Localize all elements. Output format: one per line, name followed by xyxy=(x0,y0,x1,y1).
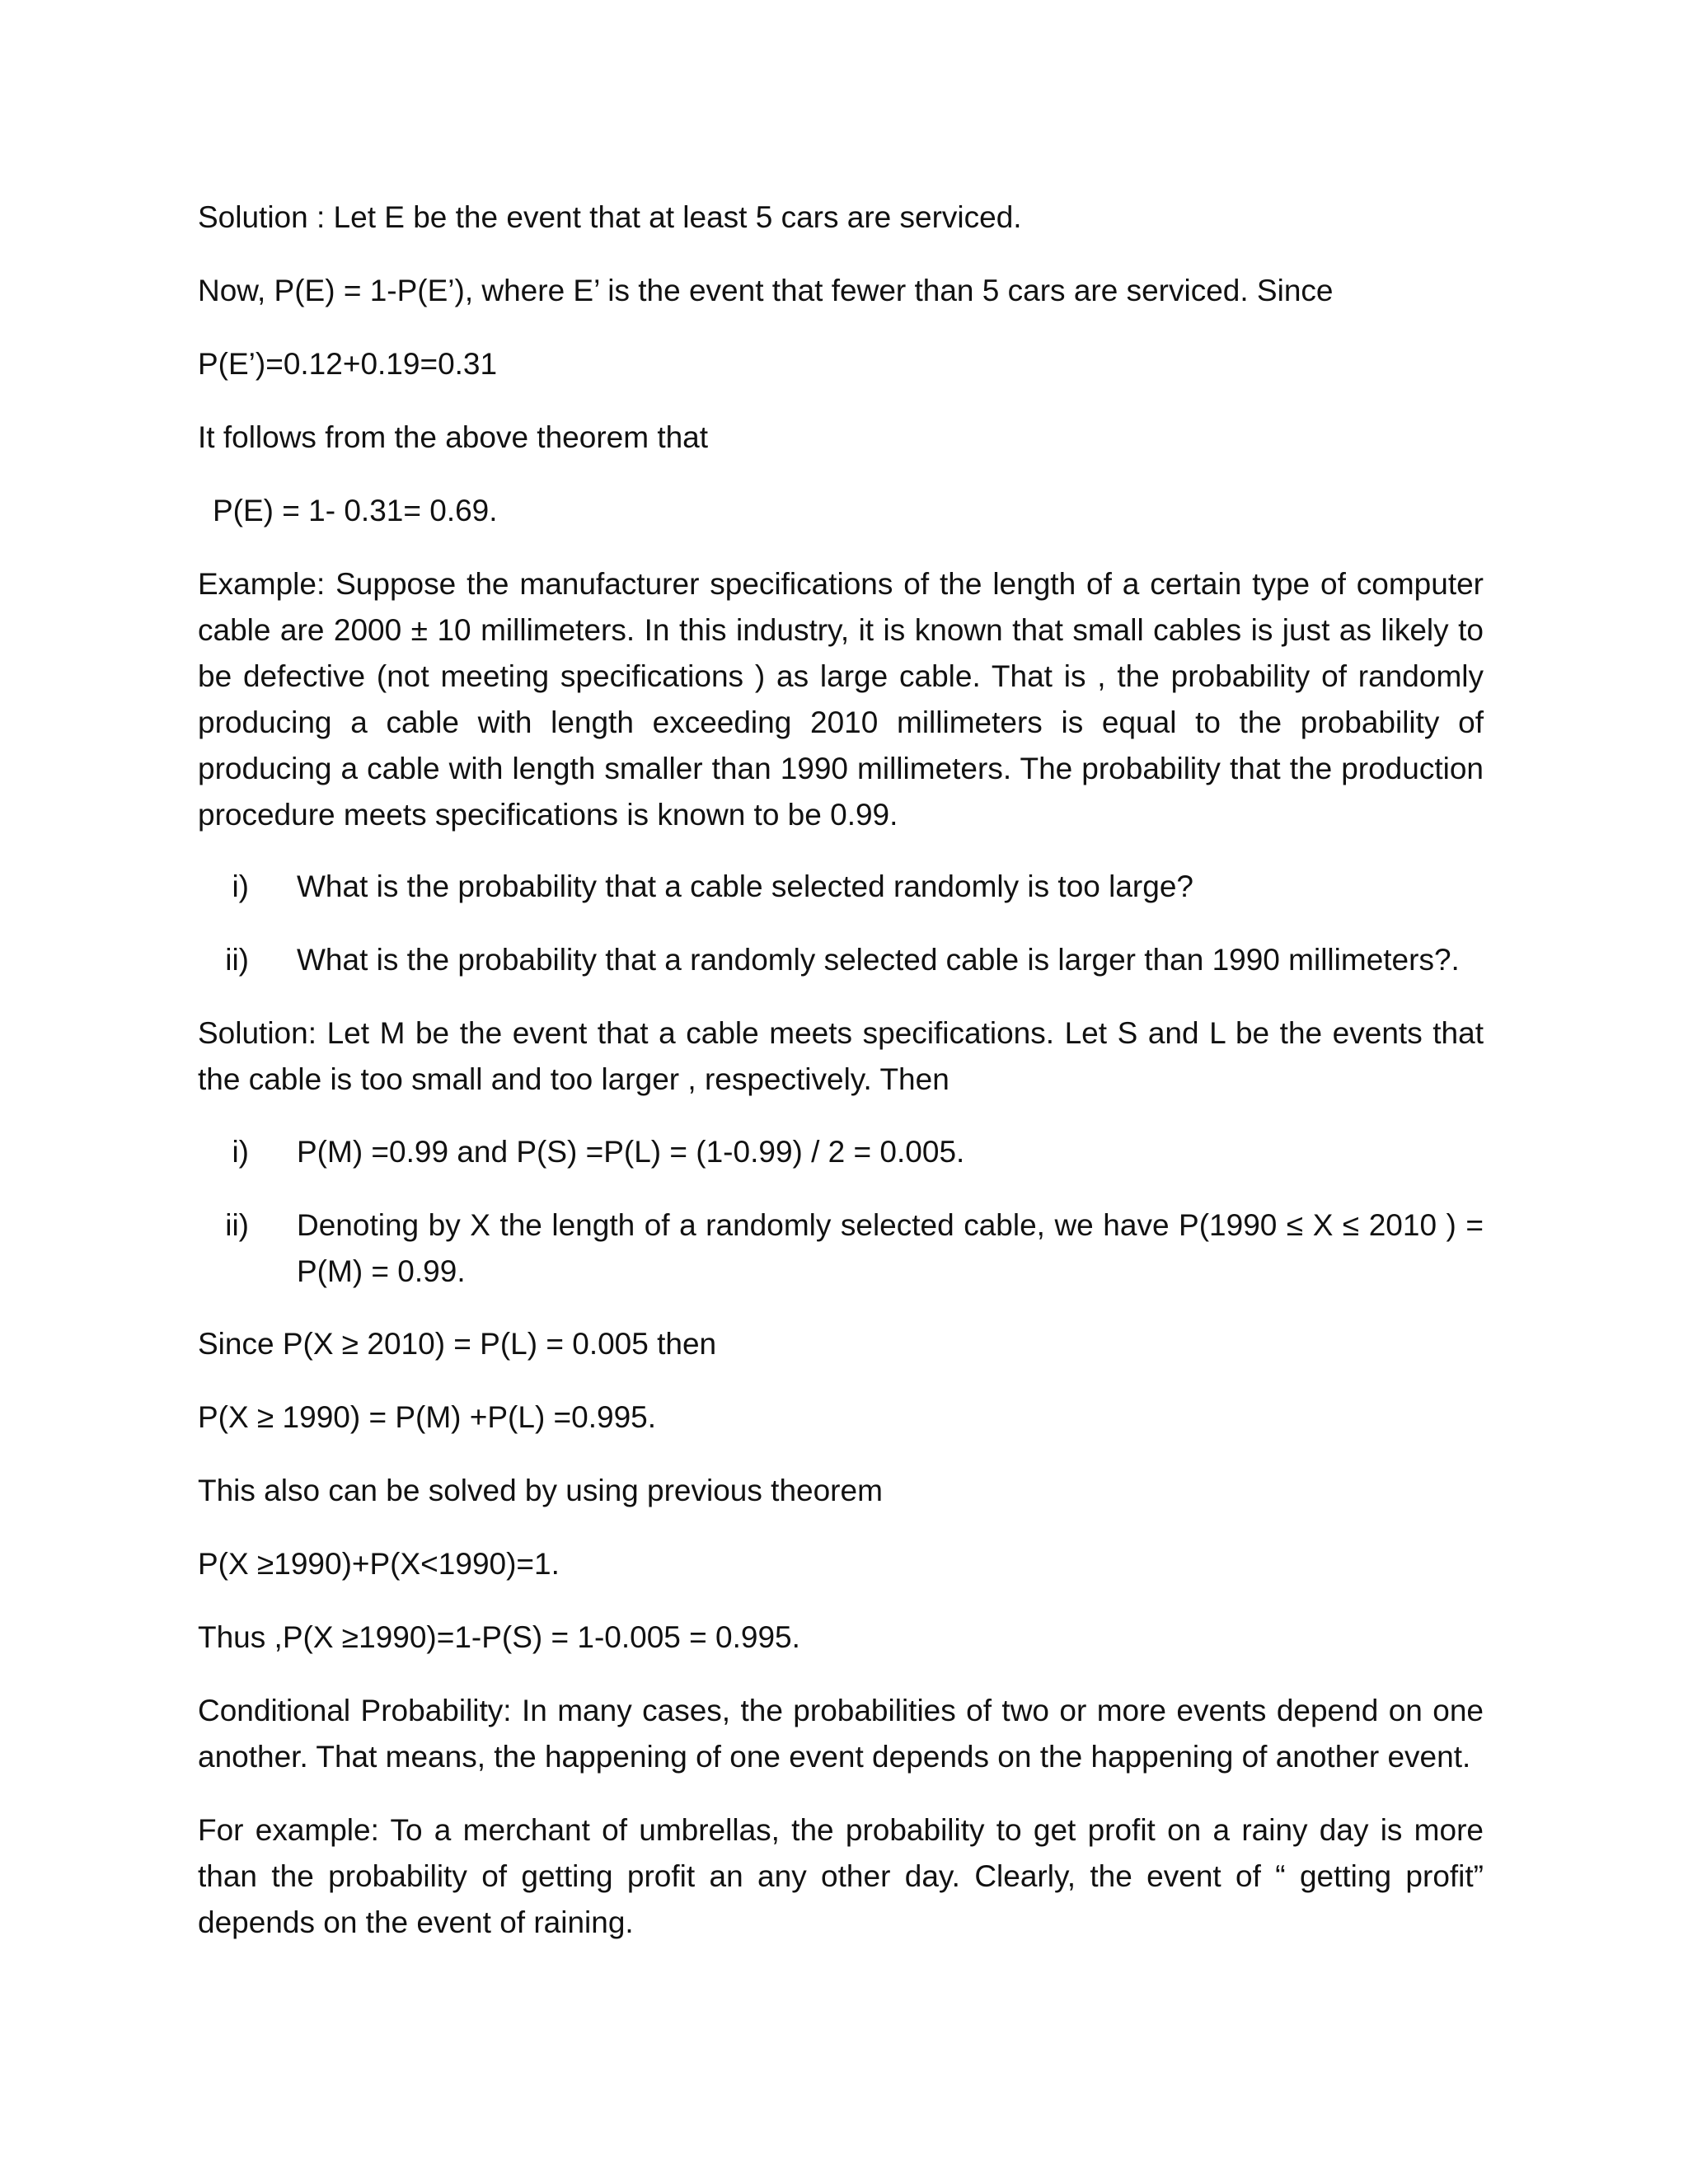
result-line: P(E) = 1- 0.31= 0.69. xyxy=(213,494,498,527)
question-text-1: What is the probability that a cable selected randomly is too large? xyxy=(297,869,1193,903)
question-number-2: ii) xyxy=(225,943,249,977)
solution-paragraph: Solution: Let M be the event that a cable meets specifications. Let S and L be the events that the cable is too small and too larger , respectively. Then xyxy=(198,1016,1484,1096)
answer-text-1: P(M) =0.99 and P(S) =P(L) = (1-0.99) / 2 = 0.005. xyxy=(297,1135,965,1169)
since-line: Since P(X ≥ 2010) = P(L) = 0.005 then xyxy=(198,1327,717,1361)
question-text-2: What is the probability that a randomly selected cable is larger than 1990 millimeters?. xyxy=(297,943,1460,977)
complement-value-line: P(E’)=0.12+0.19=0.31 xyxy=(198,347,498,381)
example-paragraph: Example: Suppose the manufacturer specifications of the length of a certain type of computer cable are 2000 ± 10 millimeters. In this industry, it is known that small cables is just as likely to be defective (not meeting specifications ) as large cable. That is , the probability of randomly producing a cable with length exceeding 2010 millimeters is equal to the probability of producing a cable with length smaller than 1990 millimeters. The probability that the production procedure meets specifications is known to be 0.99. xyxy=(198,567,1484,832)
previous-theorem-line: This also can be solved by using previous theorem xyxy=(198,1474,883,1507)
theorem-line: It follows from the above theorem that xyxy=(198,420,709,454)
solution-line: Solution : Let E be the event that at least 5 cars are serviced. xyxy=(198,200,1022,234)
answer-number-2: ii) xyxy=(225,1208,249,1242)
answer-text-2: Denoting by X the length of a randomly selected cable, we have P(1990 ≤ X ≤ 2010 ) = P(M) = 0.99. xyxy=(297,1208,1484,1288)
sum-line: P(X ≥1990)+P(X<1990)=1. xyxy=(198,1547,560,1581)
thus-line: Thus ,P(X ≥1990)=1-P(S) = 1-0.005 = 0.995. xyxy=(198,1620,800,1654)
conditional-probability-paragraph: Conditional Probability: In many cases, the probabilities of two or more events depend on one another. That means, the happening of one event depends on the happening of another event. xyxy=(198,1694,1484,1774)
answer-number-1: i) xyxy=(232,1135,249,1169)
probability-line: P(X ≥ 1990) = P(M) +P(L) =0.995. xyxy=(198,1400,657,1434)
umbrella-example-paragraph: For example: To a merchant of umbrellas, the probability to get profit on a rainy day is more than the probability of getting profit an any other day. Clearly, the event of “ getting profit” depends on the event of raining. xyxy=(198,1813,1484,1939)
question-number-1: i) xyxy=(232,869,249,903)
complement-line: Now, P(E) = 1-P(E’), where E’ is the event that fewer than 5 cars are serviced. Since xyxy=(198,274,1334,307)
